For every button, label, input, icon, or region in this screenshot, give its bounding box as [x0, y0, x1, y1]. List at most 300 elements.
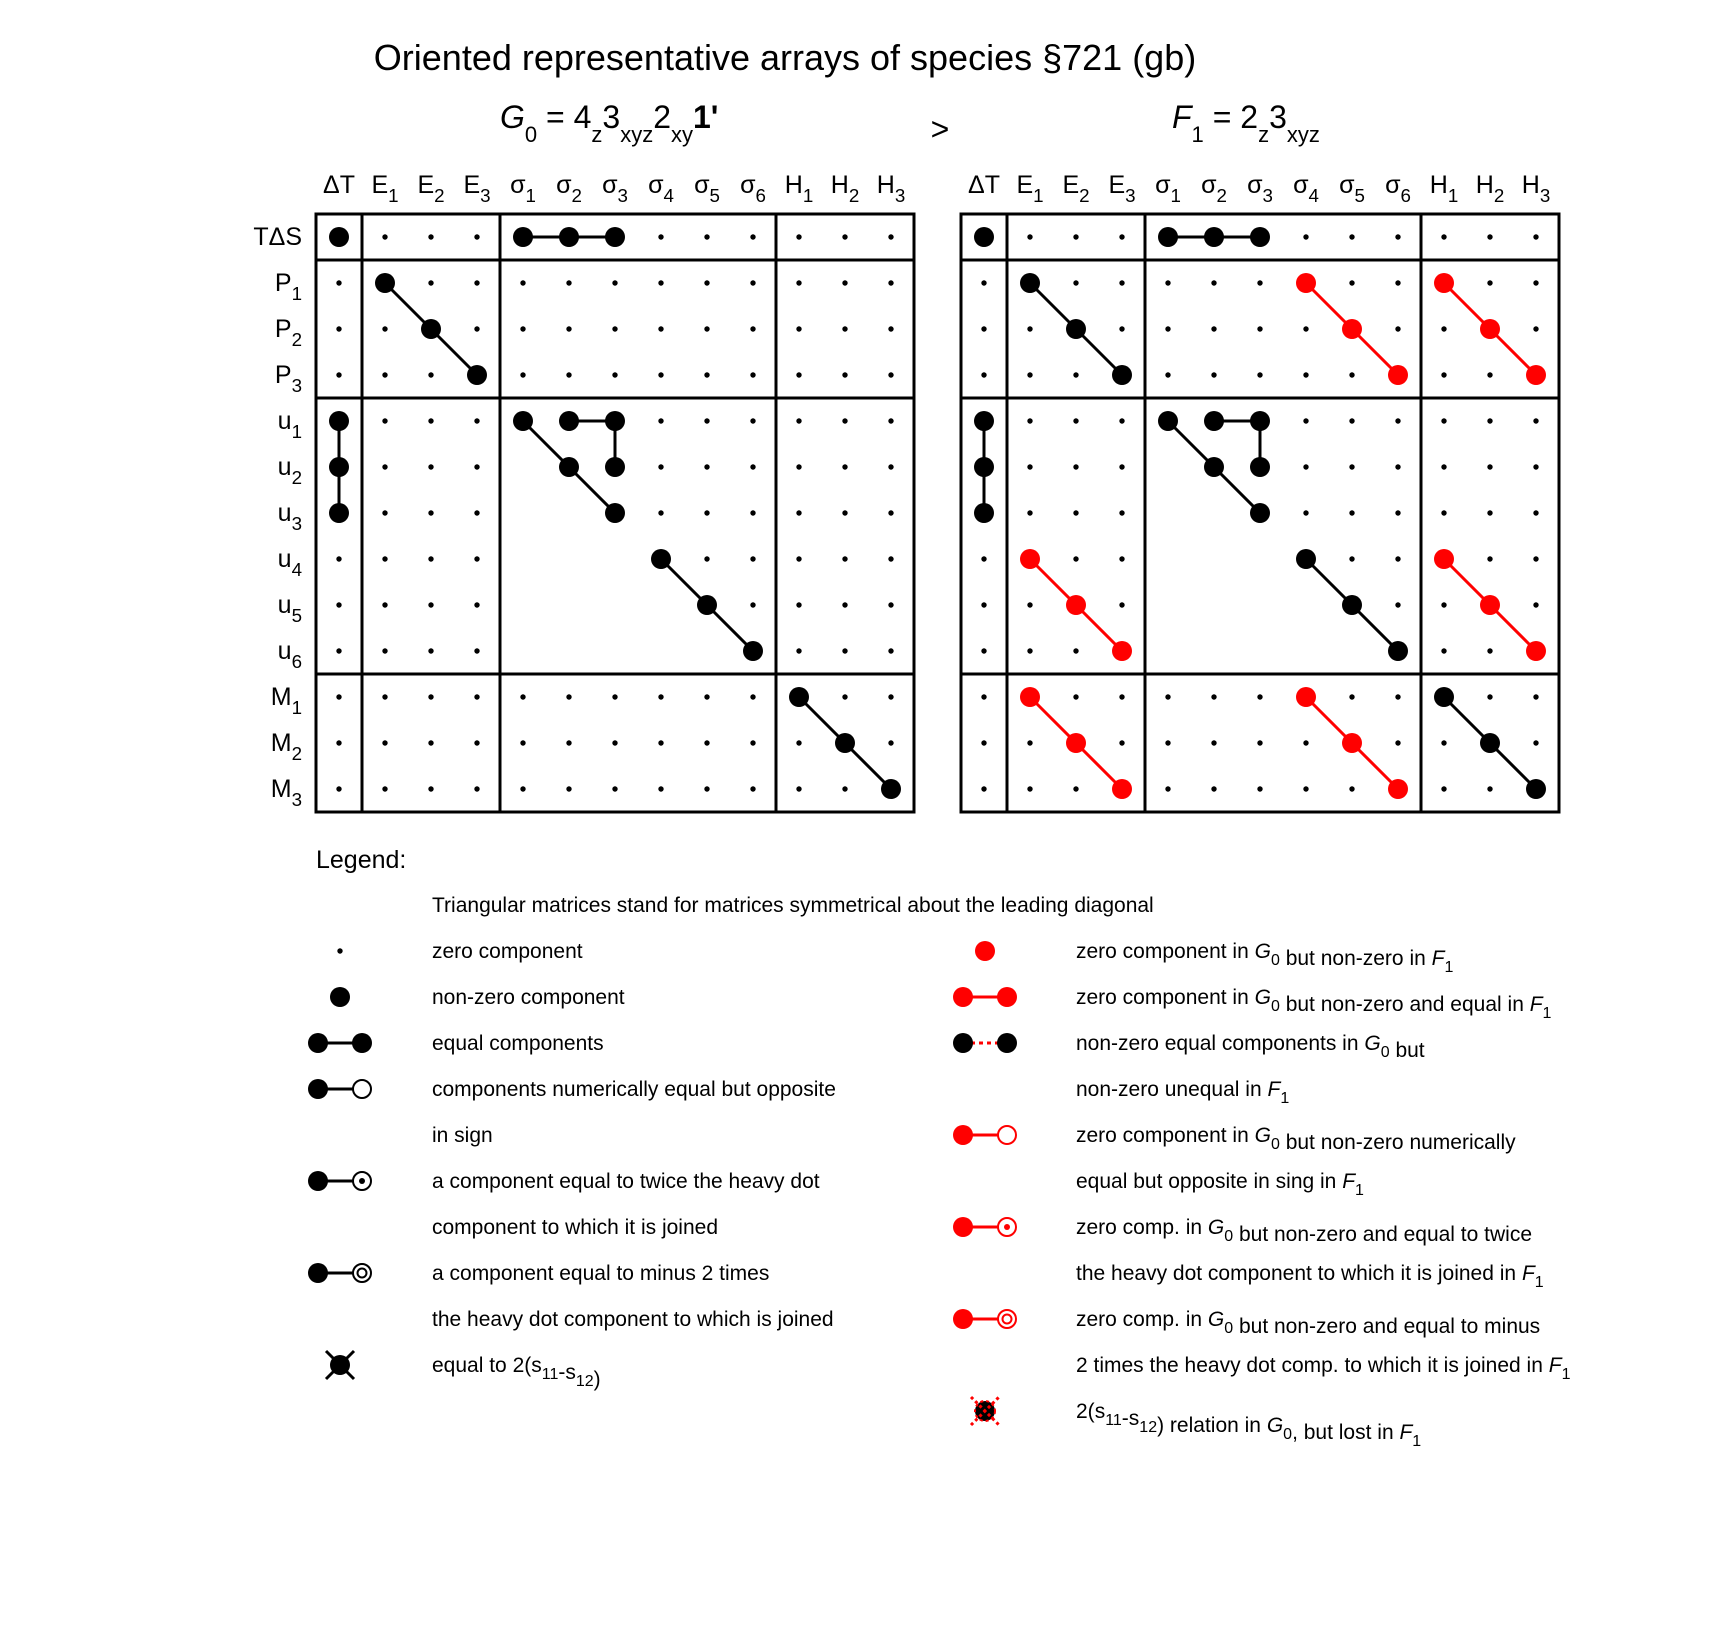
nonzero-component-dot: [1204, 457, 1224, 477]
nonzero-component-dot: [835, 733, 855, 753]
zero-component-dot: [1487, 786, 1492, 791]
nonzero-component-dot: [1066, 595, 1086, 615]
zero-component-dot: [750, 234, 755, 239]
legend-text: component to which it is joined: [432, 1216, 718, 1239]
column-header: $E_3$: [1108, 171, 1136, 206]
legend-symbol-red-twice-link: [953, 1217, 1016, 1237]
nonzero-component-dot: [1480, 595, 1500, 615]
nonzero-component-dot: [1434, 549, 1454, 569]
zero-component-dot: [1073, 372, 1078, 377]
zero-component-dot: [1395, 694, 1400, 699]
nonzero-component-dot: [974, 457, 994, 477]
zero-component-dot: [658, 510, 663, 515]
zero-component-dot: [750, 786, 755, 791]
group-formula: $F_1 = 2_z3_{xyz}$: [1172, 99, 1320, 147]
legend-text: equal but opposite in sing in $F_1$: [1076, 1170, 1364, 1199]
zero-component-dot: [428, 694, 433, 699]
zero-component-dot: [1257, 326, 1262, 331]
zero-component-dot: [888, 510, 893, 515]
row-header: TΔS: [253, 223, 302, 251]
zero-component-dot: [842, 372, 847, 377]
zero-component-dot: [1027, 418, 1032, 423]
zero-component-dot: [888, 694, 893, 699]
zero-component-dot: [658, 372, 663, 377]
zero-component-dot: [1073, 280, 1078, 285]
nonzero-component-dot: [605, 457, 625, 477]
zero-component-dot: [658, 280, 663, 285]
column-header: $E_1$: [1016, 171, 1044, 206]
zero-component-dot: [658, 326, 663, 331]
nonzero-component-dot: [1204, 227, 1224, 247]
nonzero-component-dot: [651, 549, 671, 569]
zero-component-dot: [750, 510, 755, 515]
zero-component-dot: [1349, 464, 1354, 469]
nonzero-component-dot: [1388, 779, 1408, 799]
column-header: $\sigma_5$: [694, 171, 720, 206]
nonzero-component-dot: [329, 503, 349, 523]
zero-component-dot: [1395, 280, 1400, 285]
zero-component-dot: [1487, 280, 1492, 285]
legend-symbol-crossed-dot: [326, 1351, 354, 1379]
zero-component-dot: [658, 740, 663, 745]
zero-component-dot: [704, 234, 709, 239]
zero-component-dot: [981, 602, 986, 607]
row-header: $u_4$: [277, 545, 302, 580]
zero-component-dot: [1165, 740, 1170, 745]
row-header: $M_1$: [270, 683, 302, 718]
zero-component-dot: [1395, 602, 1400, 607]
zero-component-dot: [981, 372, 986, 377]
zero-component-dot: [428, 740, 433, 745]
row-header: $u_1$: [277, 407, 302, 442]
legend-text: the heavy dot component to which it is joined in $F_1$: [1076, 1262, 1544, 1291]
nonzero-component-dot: [1250, 503, 1270, 523]
zero-component-dot: [336, 740, 341, 745]
matrix-g0: [253, 171, 914, 812]
matrix-f1: [961, 171, 1559, 812]
zero-component-dot: [750, 326, 755, 331]
zero-component-dot: [520, 694, 525, 699]
zero-component-dot: [1119, 556, 1124, 561]
column-header: $E_1$: [371, 171, 399, 206]
legend-symbol-red-minus-two-link: [953, 1309, 1016, 1329]
zero-component-dot: [1303, 326, 1308, 331]
zero-component-dot: [796, 372, 801, 377]
zero-component-dot: [704, 740, 709, 745]
zero-component-dot: [382, 464, 387, 469]
column-header: $E_2$: [1062, 171, 1090, 206]
nonzero-component-dot: [559, 227, 579, 247]
zero-component-dot: [1073, 418, 1078, 423]
zero-component-dot: [612, 786, 617, 791]
zero-component-dot: [888, 648, 893, 653]
legend-text: zero component in $G_0$ but non-zero in $F_1$: [1076, 940, 1454, 976]
column-header: $\sigma_4$: [1293, 171, 1319, 206]
legend-symbol-small-dot: [337, 948, 342, 953]
nonzero-component-dot: [1342, 595, 1362, 615]
zero-component-dot: [704, 556, 709, 561]
row-header: $M_3$: [270, 775, 302, 810]
column-header: $\sigma_1$: [1155, 171, 1181, 206]
zero-component-dot: [612, 326, 617, 331]
group-relation: >: [930, 111, 950, 147]
zero-component-dot: [336, 786, 341, 791]
nonzero-component-dot: [881, 779, 901, 799]
nonzero-component-dot: [605, 503, 625, 523]
zero-component-dot: [1441, 786, 1446, 791]
zero-component-dot: [1395, 326, 1400, 331]
zero-component-dot: [1487, 372, 1492, 377]
zero-component-dot: [1303, 372, 1308, 377]
zero-component-dot: [1119, 740, 1124, 745]
zero-component-dot: [520, 786, 525, 791]
zero-component-dot: [1487, 648, 1492, 653]
zero-component-dot: [796, 602, 801, 607]
zero-component-dot: [1257, 280, 1262, 285]
legend-text: 2 times the heavy dot comp. to which it is joined in $F_1$: [1076, 1354, 1571, 1383]
zero-component-dot: [1073, 510, 1078, 515]
nonzero-component-dot: [605, 411, 625, 431]
nonzero-component-dot: [1342, 319, 1362, 339]
zero-component-dot: [704, 786, 709, 791]
legend-note: Triangular matrices stand for matrices symmetrical about the leading diagonal: [432, 894, 1154, 917]
nonzero-component-dot: [789, 687, 809, 707]
legend-text: equal components: [432, 1032, 604, 1055]
zero-component-dot: [382, 740, 387, 745]
zero-component-dot: [566, 740, 571, 745]
zero-component-dot: [1395, 418, 1400, 423]
zero-component-dot: [336, 372, 341, 377]
nonzero-component-dot: [1066, 319, 1086, 339]
zero-component-dot: [704, 694, 709, 699]
zero-component-dot: [1533, 510, 1538, 515]
zero-component-dot: [1533, 234, 1538, 239]
zero-component-dot: [1027, 464, 1032, 469]
zero-component-dot: [796, 418, 801, 423]
zero-component-dot: [796, 326, 801, 331]
column-header: ΔT: [968, 171, 1000, 199]
zero-component-dot: [612, 694, 617, 699]
zero-component-dot: [428, 648, 433, 653]
zero-component-dot: [888, 556, 893, 561]
legend-text: non-zero unequal in $F_1$: [1076, 1078, 1290, 1107]
zero-component-dot: [750, 740, 755, 745]
legend-symbol-equal-link: [308, 1033, 372, 1053]
zero-component-dot: [474, 556, 479, 561]
zero-component-dot: [796, 648, 801, 653]
zero-component-dot: [1487, 556, 1492, 561]
nonzero-component-dot: [1526, 641, 1546, 661]
zero-component-dot: [1395, 510, 1400, 515]
zero-component-dot: [428, 418, 433, 423]
nonzero-component-dot: [1112, 365, 1132, 385]
zero-component-dot: [842, 464, 847, 469]
legend-text: components numerically equal but opposite: [432, 1078, 836, 1101]
zero-component-dot: [1395, 464, 1400, 469]
zero-component-dot: [1349, 786, 1354, 791]
zero-component-dot: [981, 740, 986, 745]
zero-component-dot: [1487, 464, 1492, 469]
zero-component-dot: [750, 556, 755, 561]
zero-component-dot: [1119, 418, 1124, 423]
zero-component-dot: [842, 648, 847, 653]
zero-component-dot: [888, 280, 893, 285]
legend-symbol-heavy-dot: [330, 987, 350, 1007]
column-header: $H_3$: [1521, 171, 1551, 206]
zero-component-dot: [382, 602, 387, 607]
zero-component-dot: [1119, 234, 1124, 239]
column-header: $\sigma_6$: [740, 171, 766, 206]
zero-component-dot: [704, 464, 709, 469]
zero-component-dot: [1119, 280, 1124, 285]
legend-symbol-red-dot: [975, 941, 995, 961]
zero-component-dot: [474, 740, 479, 745]
legend-symbol-red-crossed-dot: [971, 1397, 999, 1425]
legend-symbol-opposite-link: [308, 1079, 371, 1099]
zero-component-dot: [842, 510, 847, 515]
zero-component-dot: [1349, 556, 1354, 561]
zero-component-dot: [1073, 648, 1078, 653]
zero-component-dot: [750, 464, 755, 469]
zero-component-dot: [842, 418, 847, 423]
zero-component-dot: [428, 464, 433, 469]
nonzero-component-dot: [974, 411, 994, 431]
nonzero-component-dot: [1388, 641, 1408, 661]
nonzero-component-dot: [697, 595, 717, 615]
zero-component-dot: [1533, 740, 1538, 745]
zero-component-dot: [1303, 510, 1308, 515]
diagram-title: Oriented representative arrays of species §721 (gb): [373, 37, 1197, 78]
zero-component-dot: [1119, 510, 1124, 515]
nonzero-component-dot: [1250, 411, 1270, 431]
column-header: $E_2$: [417, 171, 445, 206]
zero-component-dot: [1349, 372, 1354, 377]
zero-component-dot: [981, 786, 986, 791]
zero-component-dot: [1303, 740, 1308, 745]
nonzero-component-dot: [375, 273, 395, 293]
group-formula: $G_0 = 4_z3_{xyz}2_{xy}1'$: [500, 99, 719, 147]
zero-component-dot: [474, 418, 479, 423]
zero-component-dot: [1119, 326, 1124, 331]
zero-component-dot: [1073, 464, 1078, 469]
zero-component-dot: [1441, 602, 1446, 607]
zero-component-dot: [336, 280, 341, 285]
nonzero-component-dot: [1296, 549, 1316, 569]
zero-component-dot: [888, 740, 893, 745]
row-header: $u_2$: [277, 453, 302, 488]
zero-component-dot: [1165, 694, 1170, 699]
zero-component-dot: [382, 326, 387, 331]
zero-component-dot: [1395, 740, 1400, 745]
zero-component-dot: [1349, 694, 1354, 699]
row-header: $M_2$: [270, 729, 302, 764]
column-header: $H_2$: [1475, 171, 1505, 206]
zero-component-dot: [382, 510, 387, 515]
nonzero-component-dot: [1480, 733, 1500, 753]
nonzero-component-dot: [1020, 687, 1040, 707]
zero-component-dot: [428, 372, 433, 377]
zero-component-dot: [336, 694, 341, 699]
zero-component-dot: [1027, 234, 1032, 239]
nonzero-component-dot: [1112, 779, 1132, 799]
zero-component-dot: [1027, 510, 1032, 515]
zero-component-dot: [1211, 372, 1216, 377]
zero-component-dot: [382, 418, 387, 423]
zero-component-dot: [566, 786, 571, 791]
zero-component-dot: [1165, 786, 1170, 791]
nonzero-component-dot: [1020, 273, 1040, 293]
nonzero-component-dot: [1112, 641, 1132, 661]
row-header: $u_5$: [277, 591, 302, 626]
zero-component-dot: [382, 556, 387, 561]
zero-component-dot: [1349, 510, 1354, 515]
column-header: $\sigma_2$: [1201, 171, 1227, 206]
zero-component-dot: [658, 694, 663, 699]
zero-component-dot: [796, 464, 801, 469]
zero-component-dot: [796, 556, 801, 561]
nonzero-component-dot: [1388, 365, 1408, 385]
zero-component-dot: [1487, 694, 1492, 699]
zero-component-dot: [474, 694, 479, 699]
zero-component-dot: [750, 280, 755, 285]
zero-component-dot: [612, 740, 617, 745]
row-header: $P_1$: [274, 269, 302, 304]
zero-component-dot: [1303, 234, 1308, 239]
zero-component-dot: [336, 556, 341, 561]
zero-component-dot: [1533, 694, 1538, 699]
zero-component-dot: [1027, 372, 1032, 377]
nonzero-component-dot: [1434, 687, 1454, 707]
zero-component-dot: [704, 418, 709, 423]
nonzero-component-dot: [1296, 687, 1316, 707]
row-header: $u_3$: [277, 499, 302, 534]
zero-component-dot: [1073, 694, 1078, 699]
zero-component-dot: [1119, 602, 1124, 607]
nonzero-component-dot: [329, 411, 349, 431]
column-header: $H_1$: [784, 171, 814, 206]
nonzero-component-dot: [1158, 227, 1178, 247]
nonzero-component-dot: [1526, 779, 1546, 799]
nonzero-component-dot: [513, 411, 533, 431]
zero-component-dot: [658, 786, 663, 791]
column-header: $\sigma_6$: [1385, 171, 1411, 206]
zero-component-dot: [842, 234, 847, 239]
zero-component-dot: [1257, 694, 1262, 699]
zero-component-dot: [566, 372, 571, 377]
zero-component-dot: [1303, 418, 1308, 423]
zero-component-dot: [1257, 740, 1262, 745]
zero-component-dot: [1119, 694, 1124, 699]
zero-component-dot: [1211, 280, 1216, 285]
nonzero-component-dot: [1296, 273, 1316, 293]
zero-component-dot: [1257, 372, 1262, 377]
zero-component-dot: [1487, 418, 1492, 423]
legend-text: zero comp. in $G_0$ but non-zero and equal to minus: [1076, 1308, 1541, 1338]
zero-component-dot: [888, 418, 893, 423]
zero-component-dot: [382, 234, 387, 239]
legend-text: $2(s_{11}-s_{12})$ relation in $G_0$, but lost in $F_1$: [1076, 1400, 1422, 1450]
zero-component-dot: [842, 326, 847, 331]
zero-component-dot: [842, 694, 847, 699]
zero-component-dot: [796, 740, 801, 745]
zero-component-dot: [1533, 602, 1538, 607]
zero-component-dot: [474, 648, 479, 653]
zero-component-dot: [428, 556, 433, 561]
legend-text: zero comp. in $G_0$ but non-zero and equal to twice: [1076, 1216, 1533, 1246]
nonzero-component-dot: [1204, 411, 1224, 431]
nonzero-component-dot: [1480, 319, 1500, 339]
zero-component-dot: [1165, 372, 1170, 377]
zero-component-dot: [1441, 510, 1446, 515]
legend-text: zero component in $G_0$ but non-zero and equal in $F_1$: [1076, 986, 1552, 1022]
zero-component-dot: [888, 234, 893, 239]
row-header: $u_6$: [277, 637, 302, 672]
column-header: $\sigma_3$: [602, 171, 628, 206]
zero-component-dot: [1533, 556, 1538, 561]
zero-component-dot: [474, 280, 479, 285]
nonzero-component-dot: [1066, 733, 1086, 753]
zero-component-dot: [704, 326, 709, 331]
nonzero-component-dot: [1020, 549, 1040, 569]
legend-symbol-twice-link: [308, 1171, 371, 1191]
legend-text: non-zero equal components in $G_0$ but: [1076, 1032, 1425, 1062]
zero-component-dot: [1211, 326, 1216, 331]
zero-component-dot: [750, 602, 755, 607]
nonzero-component-dot: [467, 365, 487, 385]
legend-text: zero component in $G_0$ but non-zero numerically: [1076, 1124, 1516, 1154]
zero-component-dot: [704, 510, 709, 515]
zero-component-dot: [1395, 556, 1400, 561]
column-header: $H_3$: [876, 171, 906, 206]
nonzero-component-dot: [329, 457, 349, 477]
zero-component-dot: [1487, 234, 1492, 239]
nonzero-component-dot: [605, 227, 625, 247]
zero-component-dot: [474, 234, 479, 239]
zero-component-dot: [336, 648, 341, 653]
column-header: $\sigma_5$: [1339, 171, 1365, 206]
zero-component-dot: [1211, 740, 1216, 745]
zero-component-dot: [1027, 648, 1032, 653]
zero-component-dot: [842, 602, 847, 607]
zero-component-dot: [658, 464, 663, 469]
zero-component-dot: [336, 602, 341, 607]
zero-component-dot: [842, 786, 847, 791]
zero-component-dot: [1441, 418, 1446, 423]
zero-component-dot: [842, 280, 847, 285]
nonzero-component-dot: [1158, 411, 1178, 431]
zero-component-dot: [750, 694, 755, 699]
zero-component-dot: [888, 372, 893, 377]
zero-component-dot: [658, 418, 663, 423]
nonzero-component-dot: [329, 227, 349, 247]
zero-component-dot: [981, 694, 986, 699]
zero-component-dot: [520, 740, 525, 745]
zero-component-dot: [566, 694, 571, 699]
nonzero-component-dot: [421, 319, 441, 339]
zero-component-dot: [382, 372, 387, 377]
zero-component-dot: [474, 786, 479, 791]
legend-text: the heavy dot component to which is joined: [432, 1308, 834, 1331]
zero-component-dot: [1027, 326, 1032, 331]
zero-component-dot: [474, 464, 479, 469]
zero-component-dot: [520, 280, 525, 285]
column-header: $\sigma_2$: [556, 171, 582, 206]
zero-component-dot: [796, 234, 801, 239]
legend-symbol-dotted-link: [953, 1033, 1017, 1053]
legend: [308, 846, 1571, 1450]
zero-component-dot: [474, 510, 479, 515]
legend-title: Legend:: [316, 846, 407, 874]
